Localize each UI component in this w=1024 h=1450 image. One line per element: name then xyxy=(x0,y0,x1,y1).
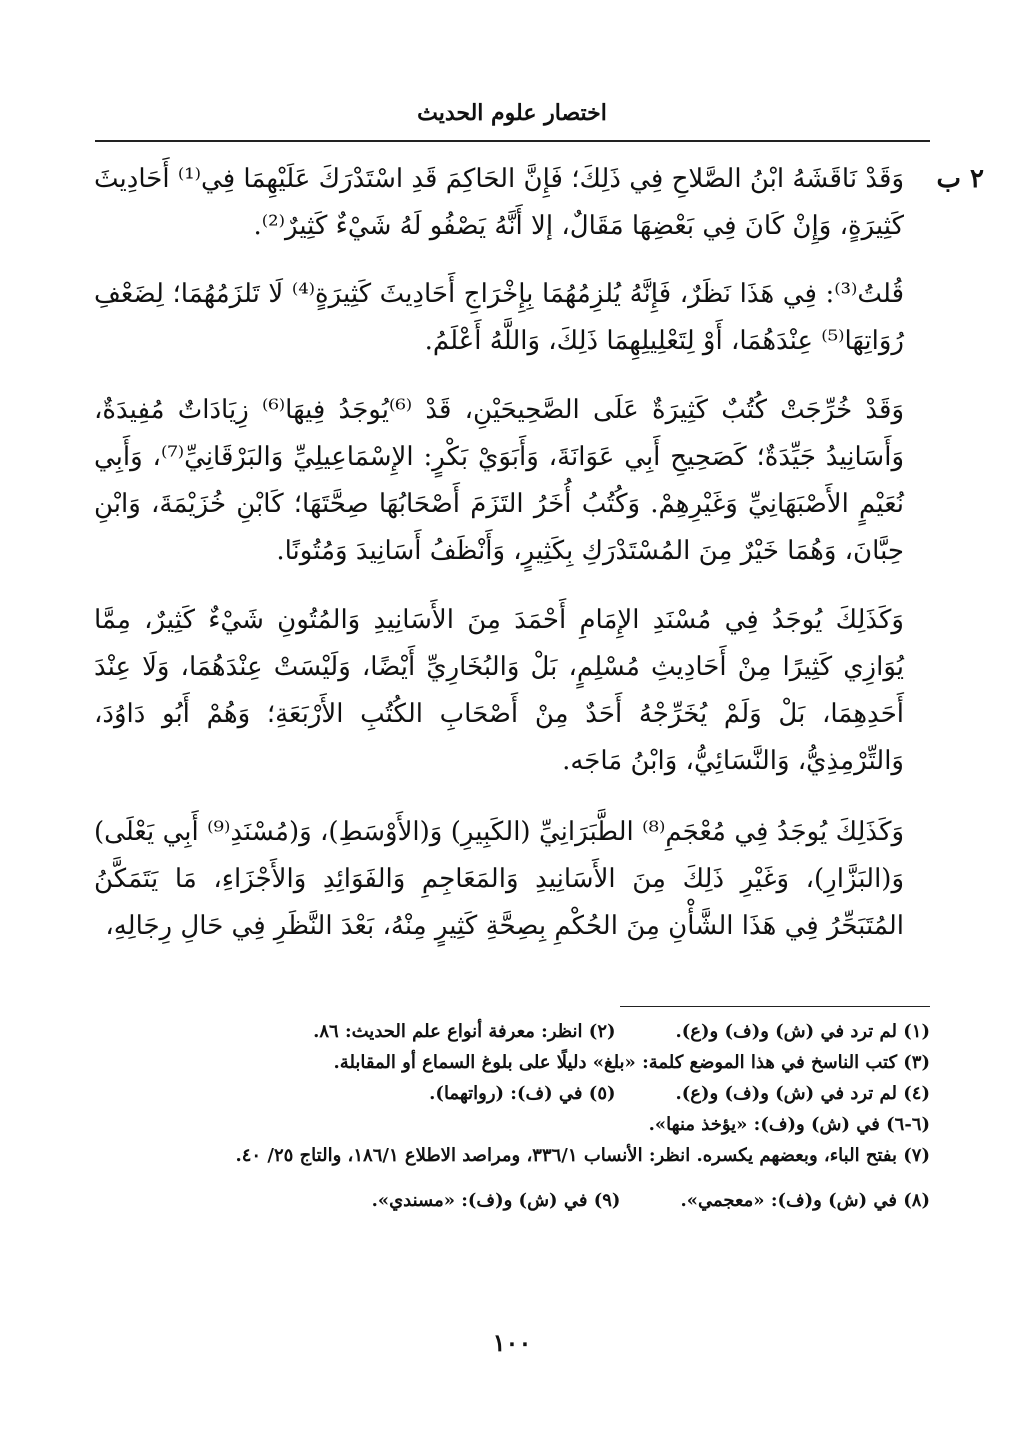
footnote-7: (٧) بفتح الباء، وبعضهم يكسره. انظر: الأنساب ٣٣٦/١، ومراصد الاطلاع ١٨٦/١، والتاج ٢٥/ ٤٠. xyxy=(235,1145,930,1166)
header-divider xyxy=(95,140,930,142)
footnote-row xyxy=(94,1078,930,1109)
footnote-row xyxy=(94,1047,930,1078)
footnote-9: (٩) في (ش) و(ف): «مسندي». xyxy=(371,1190,621,1211)
footnote-4: (٤) لم ترد في (ش) و(ف) و(ع). xyxy=(675,1083,930,1104)
footnote-row xyxy=(94,1109,930,1140)
footnote-divider xyxy=(620,1006,930,1007)
running-header-title: اختصار علوم الحديث xyxy=(417,100,607,126)
paragraph-2: قُلتُ⁽³⁾: فِي هَذَا نَظَرٌ، فَإِنَّهُ يُلزِمُهُمَا بِإِخْرَاجِ أَحَادِيثَ كَثِيرَةٍ⁽⁴⁾ لَا تَلزَمُهُمَا؛ لِضَعْفِ رُوَاتِهَا⁽⁵⁾ عِنْدَهُمَا، أَوْ لِتَعْلِيلِهِمَا ذَلِكَ، وَاللَّهُ أَعْلَمُ. xyxy=(94,279,904,356)
manuscript-folio-note: ٢ ب xyxy=(936,164,984,194)
footnote-3: (٣) كتب الناسخ في هذا الموضع كلمة: «بلغ» دليلًا على بلوغ السماع أو المقابلة. xyxy=(333,1052,930,1073)
main-text xyxy=(94,156,904,950)
paragraph-5: وَكَذَلِكَ يُوجَدُ فِي مُعْجَمِ⁽⁸⁾ الطَّبَرَانِيِّ (الكَبِيرِ) وَ(الأَوْسَطِ)، وَ(مُسْنَدِ⁽⁹⁾ أَبِي يَعْلَى) وَ(البَزَّارِ)، وَغَيْرِ ذَلِكَ مِنَ الأَسَانِيدِ وَالمَعَاجِمِ وَالفَوَائِدِ وَالأَجْزَاءِ، مَا يَتَمَكَّنُ المُتَبَحِّرُ فِي هَذَا الشَّأْنِ مِنَ الحُكْمِ بِصِحَّةِ كَثِيرٍ مِنْهُ، بَعْدَ النَّظَرِ فِي حَالِ رِجَالِهِ، xyxy=(94,817,905,941)
footnote-2: (٢) انظر: معرفة أنواع علم الحديث: ٨٦. xyxy=(313,1021,616,1042)
page-number: ١٠٠ xyxy=(492,1328,532,1357)
paragraph-1: وَقَدْ نَاقَشَهُ ابْنُ الصَّلاحِ فِي ذَلِكَ؛ فَإِنَّ الحَاكِمَ قَدِ اسْتَدْرَكَ عَلَيْهِمَا فِي⁽¹⁾ أَحَادِيثَ كَثِيرَةٍ، وَإِنْ كَانَ فِي بَعْضِهَا مَقَالٌ، إلا أَنَّهُ يَصْفُو لَهُ شَيْءٌ كَثِيرٌ⁽²⁾. xyxy=(94,164,904,241)
footnote-8: (٨) في (ش) و(ف): «معجمي». xyxy=(680,1190,930,1211)
footnote-1: (١) لم ترد في (ش) و(ف) و(ع). xyxy=(675,1021,930,1042)
footnote-6: (٦-٦) في (ش) و(ف): «يؤخذ منها». xyxy=(648,1114,930,1135)
paragraph-3: وَقَدْ خُرِّجَتْ كُتُبٌ كَثِيرَةٌ عَلَى الصَّحِيحَيْنِ، قَدْ ⁽⁶⁾يُوجَدُ فِيهَا⁽⁶⁾ زِيَادَاتٌ مُفِيدَةٌ، وَأَسَانِيدُ جَيِّدَةٌ؛ كَصَحِيحِ أَبِي عَوَانَةَ، وَأَبَوَيْ بَكْرٍ: الإِسْمَاعِيلِيِّ وَالبَرْقَانِيِّ⁽⁷⁾، وَأَبِي نُعَيْمٍ الأَصْبَهَانِيِّ وَغَيْرِهِمْ. وَكُتُبُ أُخَرُ التَزَمَ أَصْحَابُهَا صِحَّتَهَا؛ كَابْنِ خُزَيْمَةَ، وَابْنِ حِبَّانَ، وَهُمَا خَيْرٌ مِنَ المُسْتَدْرَكِ بِكَثِيرٍ، وَأَنْظَفُ أَسَانِيدَ وَمُتُونًا. xyxy=(94,395,904,566)
footnotes xyxy=(94,1016,930,1216)
paragraph-4: وَكَذَلِكَ يُوجَدُ فِي مُسْنَدِ الإِمَامِ أَحْمَدَ مِنَ الأَسَانِيدِ وَالمُتُونِ شَيْءٌ كَثِيرٌ، مِمَّا يُوَازِي كَثِيرًا مِنْ أَحَادِيثِ مُسْلِمٍ، بَلْ وَالبُخَارِيِّ أَيْضًا، وَلَيْسَتْ عِنْدَهُمَا، وَلَا عِنْدَ أَحَدِهِمَا، بَلْ وَلَمْ يُخَرِّجْهُ أَحَدٌ مِنْ أَصْحَابِ الكُتُبِ الأَرْبَعَةِ؛ وَهُمْ أَبُو دَاوُدَ، وَالتِّرْمِذِيُّ، وَالنَّسَائِيُّ، وَابْنُ مَاجَه. xyxy=(94,605,904,776)
footnote-row xyxy=(94,1185,930,1216)
footnote-5: (٥) في (ف): (رواتهما). xyxy=(429,1083,616,1104)
footnote-row xyxy=(94,1016,930,1047)
